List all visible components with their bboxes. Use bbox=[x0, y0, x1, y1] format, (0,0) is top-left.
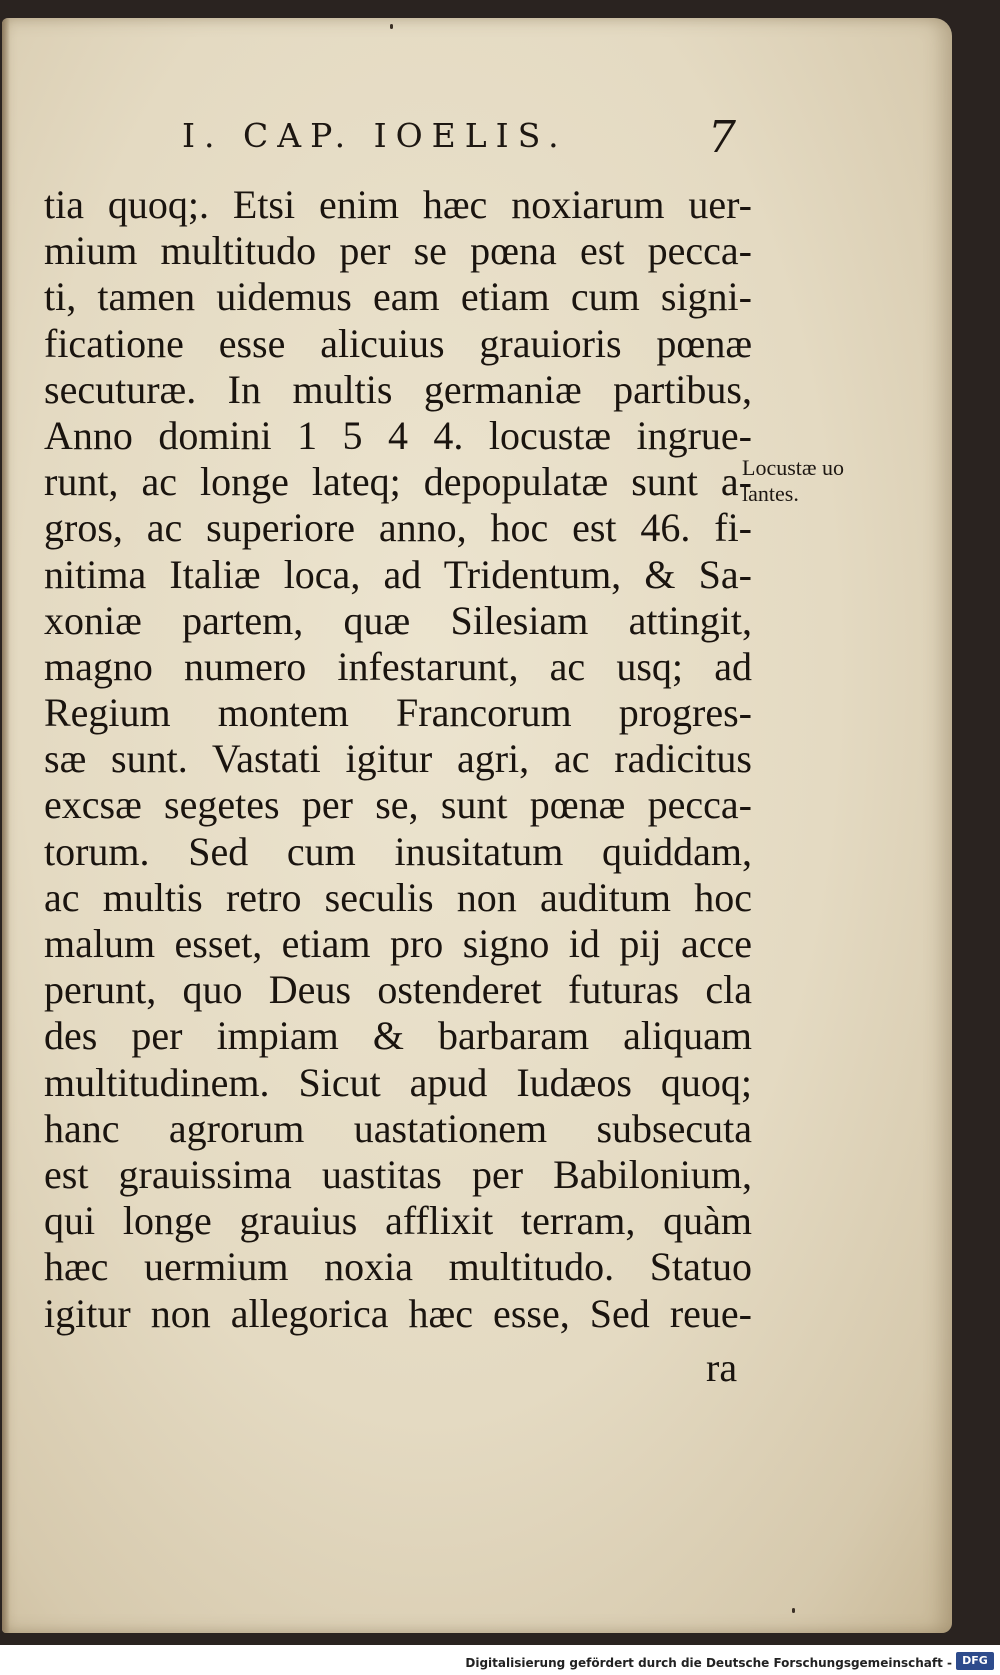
text-line: nitima Italiæ loca, ad Tridentum, & Sa- bbox=[44, 551, 752, 597]
text-line: gros, ac superiore anno, hoc est 46. fi- bbox=[44, 505, 752, 551]
catchword: ra bbox=[706, 1345, 738, 1390]
text-line: tia quoq;. Etsi enim hæc noxiarum uer- bbox=[44, 182, 752, 227]
dfg-logo-icon: DFG bbox=[956, 1652, 994, 1670]
text-line: Anno domini 1 5 4 4. locustæ ingrue- bbox=[44, 412, 752, 458]
text-line: runt, ac longe lateq; depopulatæ sunt a- bbox=[44, 459, 752, 505]
text-line: secuturæ. In multis germaniæ partibus, bbox=[44, 366, 752, 412]
marginal-note-line: lantes. bbox=[742, 481, 799, 506]
text-line: hanc agrorum uastationem subsecuta bbox=[44, 1105, 752, 1151]
book-page bbox=[2, 18, 952, 1633]
marginal-note-line: Locustæ uo bbox=[742, 455, 845, 480]
text-line: ac multis retro seculis non auditum hoc bbox=[44, 874, 752, 920]
text-line: sæ sunt. Vastati igitur agri, ac radicitus bbox=[44, 736, 752, 782]
text-line: ficatione esse alicuius grauioris pœnæ bbox=[44, 320, 752, 366]
body-text bbox=[44, 182, 752, 1337]
text-line: hæc uermium noxia multitudo. Statuo bbox=[44, 1244, 752, 1290]
digitization-footer bbox=[0, 1645, 1000, 1675]
text-line: xoniæ partem, quæ Silesiam attingit, bbox=[44, 597, 752, 643]
text-line: torum. Sed cum inusitatum quiddam, bbox=[44, 828, 752, 874]
text-line: des per impiam & barbaram aliquam bbox=[44, 1013, 752, 1059]
text-line: igitur non allegorica hæc esse, Sed reue- bbox=[44, 1290, 752, 1336]
ink-speck bbox=[792, 1608, 795, 1613]
text-line: magno numero infestarunt, ac usq; ad bbox=[44, 643, 752, 689]
text-line: multitudinem. Sicut apud Iudæos quoq; bbox=[44, 1059, 752, 1105]
footer-credit: Digitalisierung gefördert durch die Deutsche Forschungsgemeinschaft - bbox=[465, 1656, 952, 1670]
marginal-note bbox=[742, 455, 844, 507]
text-line: qui longe grauius afflixit terram, quàm bbox=[44, 1198, 752, 1244]
text-line: malum esset, etiam pro signo id pij acce bbox=[44, 921, 752, 966]
page-number: 7 bbox=[708, 112, 736, 163]
text-line: mium multitudo per se pœna est pecca- bbox=[44, 228, 752, 274]
running-head: I. CAP. IOELIS. bbox=[182, 116, 568, 155]
text-line: ti, tamen uidemus eam etiam cum signi- bbox=[44, 274, 752, 320]
text-line: Regium montem Francorum progres- bbox=[44, 690, 752, 736]
text-line: est grauissima uastitas per Babilonium, bbox=[44, 1151, 752, 1197]
ink-speck bbox=[390, 24, 393, 29]
text-line: excsæ segetes per se, sunt pœnæ pecca- bbox=[44, 782, 752, 828]
text-line: perunt, quo Deus ostenderet futuras cla bbox=[44, 967, 752, 1013]
page-gutter-shadow bbox=[2, 18, 10, 1633]
